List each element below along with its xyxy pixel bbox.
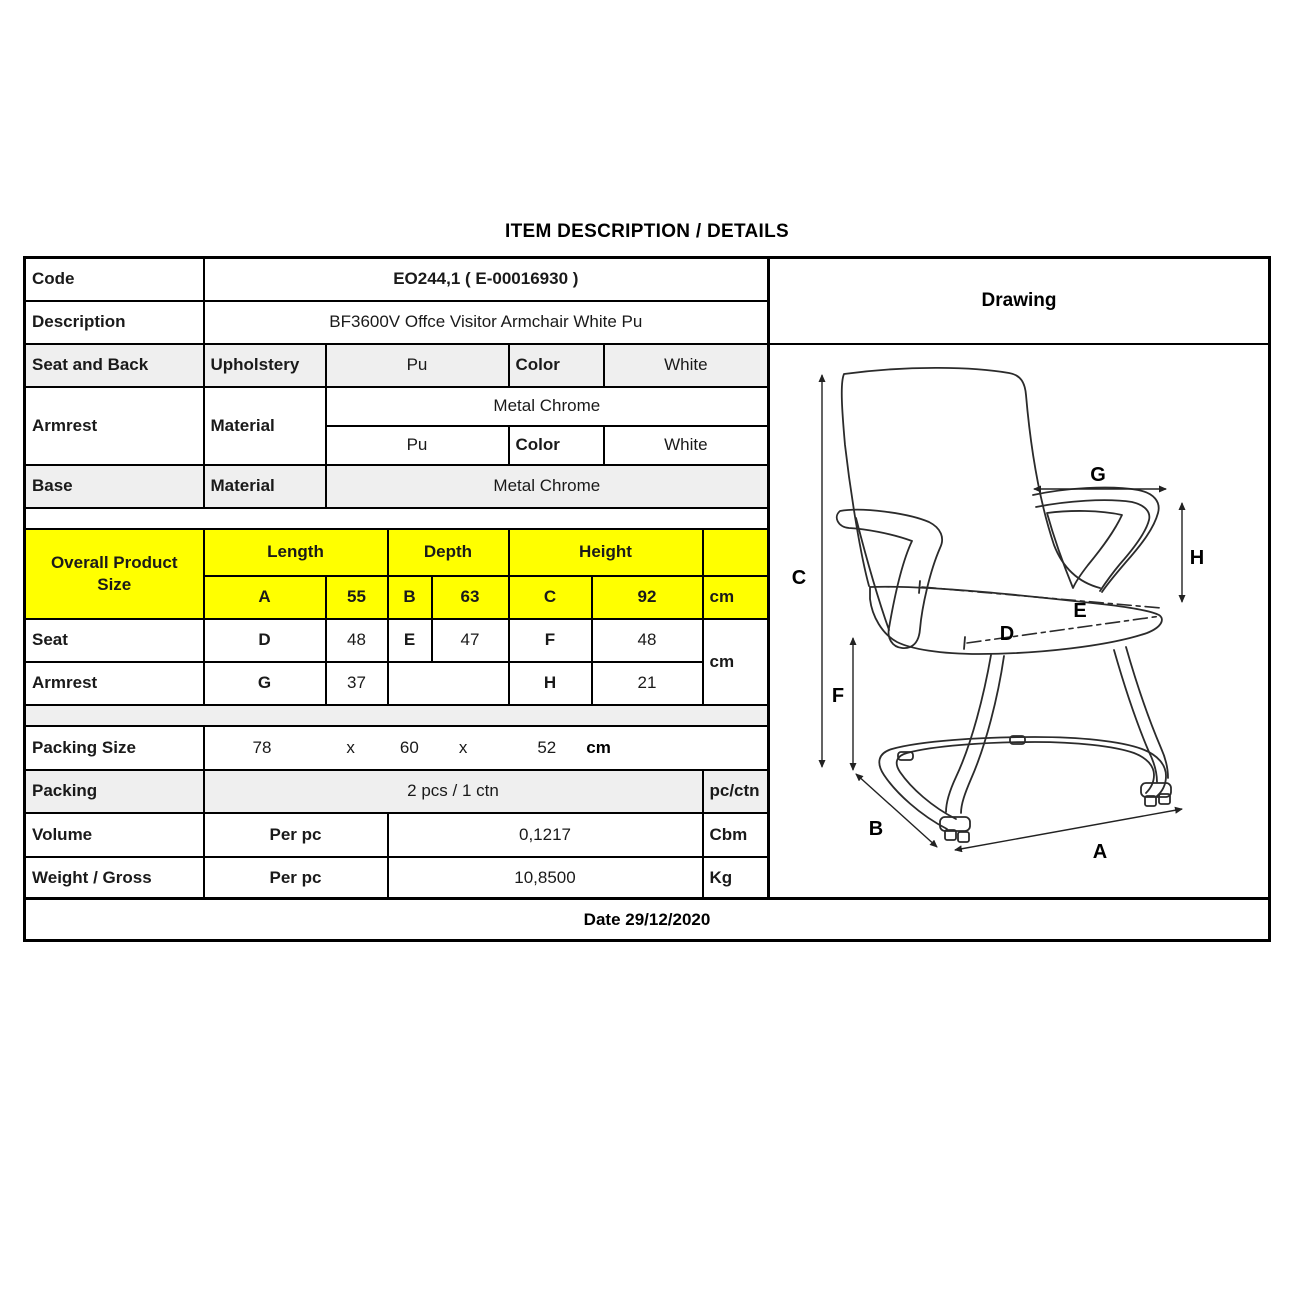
packing-size-x1: x (346, 737, 355, 757)
seat-and-back-material: Pu (326, 344, 509, 387)
armrest-material-top: Metal Chrome (326, 387, 769, 426)
volume-value: 0,1217 (388, 813, 703, 857)
seat-and-back-property: Upholstery (204, 344, 326, 387)
seat-and-back-color-label: Color (509, 344, 604, 387)
packing-size-label: Packing Size (25, 726, 204, 770)
spacer-row (25, 508, 769, 529)
row-seat-and-back (25, 344, 769, 387)
armrest-row-label: Armrest (25, 662, 204, 705)
empty-yellow-cell (703, 529, 769, 576)
packing-size-x2: x (458, 737, 468, 757)
drawing-panel (767, 256, 1271, 900)
drawing-title: Drawing (770, 259, 1268, 345)
spec-table (23, 256, 770, 901)
dim-d-value: 48 (326, 619, 388, 662)
dim-b-value: 63 (432, 576, 509, 619)
row-base (25, 465, 769, 508)
empty-cell (388, 662, 509, 705)
packing-value: 2 pcs / 1 ctn (204, 770, 703, 813)
row-code (25, 258, 769, 301)
drawing-label-a: A (1092, 841, 1108, 863)
dim-c-label: C (509, 576, 592, 619)
armrest-label: Armrest (25, 387, 204, 465)
dim-h-label: H (509, 662, 592, 705)
spacer-cell (25, 508, 769, 529)
dim-g-value: 37 (326, 662, 388, 705)
dim-g-label: G (204, 662, 326, 705)
drawing-label-e: E (1073, 600, 1087, 622)
description-label: Description (25, 301, 204, 344)
weight-value: 10,8500 (388, 857, 703, 900)
code-value: EO244,1 ( E-00016930 ) (204, 258, 769, 301)
base-property: Material (204, 465, 326, 508)
description-value: BF3600V Offce Visitor Armchair White Pu (204, 301, 769, 344)
packing-size-v3: 52 (537, 737, 557, 757)
date-text: Date 29/12/2020 (583, 909, 711, 929)
dim-c-value: 92 (592, 576, 703, 619)
packing-label: Packing (25, 770, 204, 813)
dim-d-label: D (204, 619, 326, 662)
drawing-label-c: C (791, 567, 807, 589)
seat-and-back-color-value: White (604, 344, 769, 387)
weight-unit: Kg (703, 857, 769, 900)
armrest-color-label: Color (509, 426, 604, 465)
volume-label: Volume (25, 813, 204, 857)
spacer-row-shaded (25, 705, 769, 726)
armrest-color-value: White (604, 426, 769, 465)
drawing-label-d: D (999, 623, 1015, 645)
volume-unit: Cbm (703, 813, 769, 857)
length-header: Length (204, 529, 388, 576)
spacer-cell (25, 705, 769, 726)
row-packing-size (25, 726, 769, 770)
packing-size-v1: 78 (252, 737, 272, 757)
row-armrest-material-1 (25, 387, 769, 426)
dim-a-value: 55 (326, 576, 388, 619)
base-label: Base (25, 465, 204, 508)
packing-size-v2: 60 (399, 737, 419, 757)
row-armrest-dims (25, 662, 769, 705)
dim-e-label: E (388, 619, 432, 662)
page-title: ITEM DESCRIPTION / DETAILS (504, 221, 789, 242)
volume-per: Per pc (204, 813, 388, 857)
row-packing (25, 770, 769, 813)
seat-and-back-label: Seat and Back (25, 344, 204, 387)
row-volume (25, 813, 769, 857)
dim-b-label: B (388, 576, 432, 619)
base-value: Metal Chrome (326, 465, 769, 508)
row-overall-headers (25, 529, 769, 576)
overall-unit: cm (703, 576, 769, 619)
drawing-label-b: B (868, 818, 884, 840)
drawing-label-h: H (1189, 547, 1205, 569)
dim-f-value: 48 (592, 619, 703, 662)
armrest-material-bottom: Pu (326, 426, 509, 465)
weight-per: Per pc (204, 857, 388, 900)
row-weight (25, 857, 769, 900)
date-bar (23, 897, 1271, 942)
row-description (25, 301, 769, 344)
chair-outline (837, 368, 1171, 842)
drawing-label-g: G (1090, 464, 1106, 486)
dim-a-label: A (204, 576, 326, 619)
seat-row-label: Seat (25, 619, 204, 662)
overall-size-label: Overall Product Size (25, 529, 204, 619)
packing-size-unit: cm (586, 737, 611, 757)
packing-size-value (204, 726, 769, 770)
row-seat-dims (25, 619, 769, 662)
depth-header: Depth (388, 529, 509, 576)
packing-unit: pc/ctn (703, 770, 769, 813)
drawing-label-f: F (831, 685, 845, 707)
height-header: Height (509, 529, 703, 576)
dim-h-value: 21 (592, 662, 703, 705)
weight-label: Weight / Gross (25, 857, 204, 900)
dimension-lines (822, 375, 1182, 850)
armrest-property: Material (204, 387, 326, 465)
code-label: Code (25, 258, 204, 301)
dim-e-value: 47 (432, 619, 509, 662)
seat-armrest-unit: cm (703, 619, 769, 705)
dim-f-label: F (509, 619, 592, 662)
chair-line-drawing (770, 345, 1268, 895)
